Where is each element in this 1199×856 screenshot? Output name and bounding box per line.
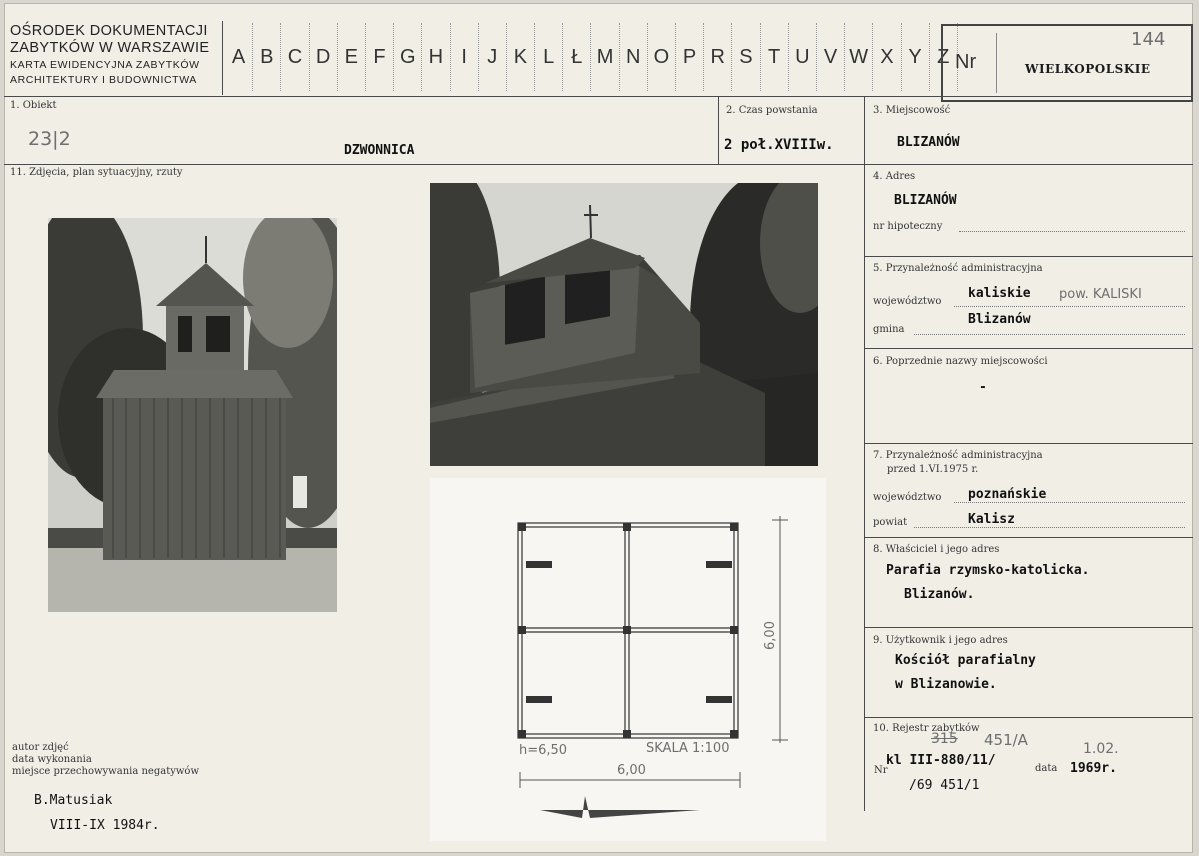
index-letter: H bbox=[422, 23, 450, 91]
rejestr-value-line2: /69 451/1 bbox=[909, 778, 980, 793]
wojewodztwo-value: kaliskie bbox=[968, 286, 1031, 301]
miejscowosc-label: 3. Miejscowość bbox=[873, 105, 951, 116]
index-letter: T bbox=[761, 23, 789, 91]
wlasciciel-label: 8. Właściciel i jego adres bbox=[873, 544, 1000, 555]
gmina-value: Blizanów bbox=[968, 312, 1031, 327]
admin-old-sub: przed 1.VI.1975 r. bbox=[887, 464, 979, 475]
adres-value: BLIZANÓW bbox=[894, 193, 957, 208]
uzytkownik-line2: w Blizanowie. bbox=[895, 677, 997, 692]
index-letter: O bbox=[648, 23, 676, 91]
rejestr-label: 10. Rejestr zabytków bbox=[873, 723, 980, 734]
index-letter: S bbox=[732, 23, 760, 91]
index-letter: M bbox=[591, 23, 619, 91]
index-letter: D bbox=[310, 23, 338, 91]
data-wykonania-label: data wykonania bbox=[12, 754, 92, 765]
data-value: 1969r. bbox=[1070, 761, 1117, 776]
index-letter: V bbox=[817, 23, 845, 91]
region-name: WIELKOPOLSKIE bbox=[1025, 62, 1151, 76]
index-letter: F bbox=[366, 23, 394, 91]
org-subtitle-line2: ARCHITEKTURY I BUDOWNICTWA bbox=[10, 74, 197, 86]
index-letter: E bbox=[338, 23, 366, 91]
index-letter: C bbox=[281, 23, 309, 91]
obiekt-number: 23|2 bbox=[28, 128, 71, 150]
belfry-photo-upper bbox=[430, 183, 818, 466]
nr-number: 144 bbox=[1131, 29, 1166, 50]
belfry-photo-front bbox=[48, 218, 337, 612]
rejestr-nr-label: Nr bbox=[874, 765, 888, 776]
miejscowosc-value: BLIZANÓW bbox=[897, 135, 960, 150]
wojewodztwo-old-value: poznańskie bbox=[968, 487, 1047, 502]
index-letter: L bbox=[535, 23, 563, 91]
nr-label: Nr bbox=[955, 51, 977, 73]
floor-plan bbox=[430, 478, 826, 841]
czas-label: 2. Czas powstania bbox=[726, 105, 818, 116]
gmina-label: gmina bbox=[873, 324, 905, 335]
wojewodztwo-label: województwo bbox=[873, 296, 942, 307]
data-hand-note: 1.02. bbox=[1083, 741, 1119, 757]
adres-label: 4. Adres bbox=[873, 171, 916, 182]
index-letter: J bbox=[479, 23, 507, 91]
plan-height-note: h=6,50 bbox=[519, 743, 568, 758]
wlasciciel-line1: Parafia rzymsko-katolicka. bbox=[886, 563, 1090, 578]
index-letter: G bbox=[394, 23, 422, 91]
index-letter: Ł bbox=[563, 23, 591, 91]
index-letter: Z bbox=[930, 23, 958, 91]
data-label: data bbox=[1035, 763, 1058, 774]
plan-depth-dim: 6,00 bbox=[762, 621, 778, 650]
photo-date-value: VIII-IX 1984r. bbox=[50, 818, 160, 833]
record-card bbox=[4, 3, 1193, 853]
photo-credit-labels bbox=[12, 742, 199, 778]
alphabet-index bbox=[225, 23, 958, 91]
index-letter: X bbox=[873, 23, 901, 91]
admin-old-label: 7. Przynależność administracyjna bbox=[873, 450, 1043, 461]
index-letter: A bbox=[225, 23, 253, 91]
index-letter: Y bbox=[902, 23, 930, 91]
powiat-value: Kalisz bbox=[968, 512, 1015, 527]
autor-value: B.Matusiak bbox=[34, 793, 113, 808]
org-name-line1: OŚRODEK DOKUMENTACJI bbox=[10, 23, 208, 39]
index-letter: K bbox=[507, 23, 535, 91]
zdjecia-label: 11. Zdjęcia, plan sytuacyjny, rzuty bbox=[10, 167, 183, 178]
index-letter: I bbox=[451, 23, 479, 91]
uzytkownik-line1: Kościół parafialny bbox=[895, 653, 1036, 668]
rejestr-value-line1: kl III-880/11/ bbox=[886, 753, 996, 768]
poprzednie-value: - bbox=[979, 380, 987, 395]
index-letter: W bbox=[845, 23, 873, 91]
wojewodztwo-note: pow. KALISKI bbox=[1059, 287, 1142, 302]
index-letter: B bbox=[253, 23, 281, 91]
org-subtitle-line1: KARTA EWIDENCYJNA ZABYTKÓW bbox=[10, 59, 200, 71]
czas-value: 2 poł.XVIIIw. bbox=[724, 137, 834, 153]
autor-label: autor zdjęć bbox=[12, 742, 69, 753]
poprzednie-label: 6. Poprzednie nazwy miejscowości bbox=[873, 356, 1048, 367]
index-letter: U bbox=[789, 23, 817, 91]
index-letter: N bbox=[620, 23, 648, 91]
wojewodztwo-old-label: województwo bbox=[873, 492, 942, 503]
powiat-label: powiat bbox=[873, 517, 908, 528]
plan-width-dim: 6,00 bbox=[617, 763, 646, 778]
wlasciciel-line2: Blizanów. bbox=[904, 587, 975, 602]
index-letter: R bbox=[704, 23, 732, 91]
org-name-line2: ZABYTKÓW W WARSZAWIE bbox=[10, 40, 210, 56]
obiekt-value: DZWONNICA bbox=[344, 143, 415, 158]
plan-scale-note: SKALA 1:100 bbox=[646, 741, 730, 756]
admin-label: 5. Przynależność administracyjna bbox=[873, 263, 1043, 274]
miejsce-label: miejsce przechowywania negatywów bbox=[12, 766, 199, 777]
obiekt-label: 1. Obiekt bbox=[10, 100, 57, 111]
rejestr-hand-note: 451/A bbox=[984, 731, 1028, 749]
hipoteczny-label: nr hipoteczny bbox=[873, 221, 943, 232]
uzytkownik-label: 9. Użytkownik i jego adres bbox=[873, 635, 1008, 646]
rejestr-crossed: 315 bbox=[931, 731, 958, 747]
index-letter: P bbox=[676, 23, 704, 91]
